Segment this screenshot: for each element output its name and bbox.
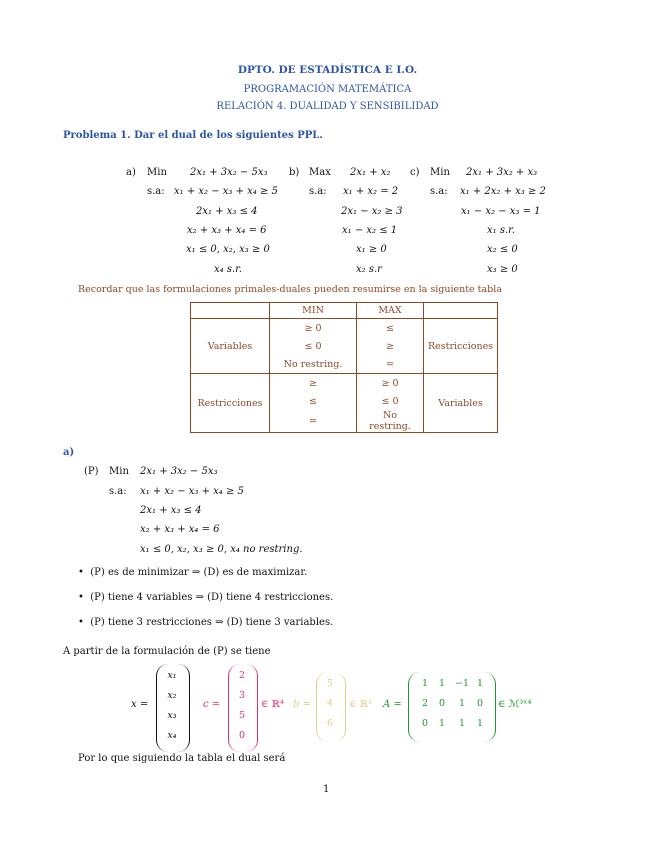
A-entry: 0 — [421, 718, 429, 729]
A-entry: 1 — [476, 678, 484, 689]
c-entry: 3 — [238, 690, 246, 701]
objective-keyword: Min — [109, 466, 129, 477]
c-entry: 2 — [238, 670, 246, 681]
constraint: x₁ + x₂ − x₃ + x₄ ≥ 5 — [174, 186, 278, 197]
subject-to: s.a: — [147, 186, 165, 197]
variables-right-label: Variables — [424, 374, 498, 433]
table-cell: ≤ — [270, 392, 357, 410]
c-set: ∈ ℝ⁴ — [261, 699, 284, 710]
A-entry: 1 — [421, 678, 429, 689]
objective: 2x₁ + 3x₂ − 5x₃ — [140, 466, 218, 477]
table-cell: = — [357, 355, 424, 374]
b-entry: 6 — [326, 718, 334, 729]
bullet-item — [78, 567, 307, 578]
dept-title: DPTO. DE ESTADÍSTICA E I.O. — [237, 64, 418, 76]
x-label: x = — [131, 699, 149, 710]
c-entry: 0 — [238, 730, 246, 741]
x-entry: x₄ — [167, 730, 177, 741]
restricciones-label: Restricciones — [191, 374, 270, 433]
A-entry: −1 — [454, 678, 469, 689]
solution-label: a) — [63, 447, 75, 458]
x-entry: x₂ — [167, 690, 177, 701]
A-entry: 1 — [438, 718, 446, 729]
relation-title: RELACIÓN 4. DUALIDAD Y SENSIBILIDAD — [216, 101, 439, 112]
table-cell: ≥ — [357, 337, 424, 355]
primal-tag: (P) — [84, 466, 99, 477]
b-entry: 4 — [326, 698, 334, 709]
constraint: x₁ ≤ 0, x₂, x₃ ≥ 0, x₄ no restring. — [140, 544, 303, 555]
bullet-icon: • — [78, 567, 84, 578]
table-cell: ≥ 0 — [357, 374, 424, 393]
bullet-icon: • — [78, 617, 84, 628]
subject-to: s.a: — [109, 486, 127, 497]
constraint: 2x₁ + x₃ ≤ 4 — [196, 206, 258, 217]
primal-dual-table — [190, 302, 498, 433]
constraint: x₃ ≥ 0 — [487, 264, 518, 275]
label: a) — [126, 167, 136, 178]
table-cell: ≥ 0 — [270, 319, 357, 338]
b-entry: 5 — [326, 678, 334, 689]
constraint: x₁ ≥ 0 — [356, 244, 387, 255]
x-entry: x₃ — [167, 710, 177, 721]
constraint: x₂ s.r — [356, 264, 382, 275]
table-cell: = — [270, 410, 357, 433]
constraint: x₂ ≤ 0 — [487, 244, 518, 255]
objective: 2x₁ + x₂ — [350, 167, 391, 178]
table-corner-right — [424, 303, 498, 319]
objective-keyword: Min — [147, 167, 167, 178]
page-number: 1 — [323, 784, 330, 795]
constraint: x₁ + 2x₂ + x₃ ≥ 2 — [460, 186, 546, 197]
A-entry: 2 — [421, 698, 429, 709]
table-cell: ≤ — [357, 319, 424, 338]
A-set: ∈ ℳ³ˣ⁴ — [498, 699, 532, 710]
table-cell: No restring. — [270, 355, 357, 374]
A-label: A = — [383, 699, 402, 710]
table-cell: No restring. — [357, 410, 424, 433]
A-entry: 1 — [476, 718, 484, 729]
label: c) — [410, 167, 420, 178]
header-min: MIN — [270, 303, 357, 319]
c-entry: 5 — [238, 710, 246, 721]
variables-label: Variables — [191, 319, 270, 374]
x-entry: x₁ — [167, 670, 177, 681]
c-label: c = — [203, 699, 221, 710]
problem-title: Problema 1. Dar el dual de los siguientes PPL. — [63, 130, 323, 141]
header-max: MAX — [357, 303, 424, 319]
constraint: x₁ s.r. — [487, 225, 515, 236]
constraint: x₂ + x₃ + x₄ = 6 — [187, 225, 267, 236]
bullet-text: (P) es de minimizar ⇒ (D) es de maximizar. — [90, 567, 308, 578]
objective-keyword: Max — [309, 167, 331, 178]
table-cell: ≤ 0 — [270, 337, 357, 355]
objective: 2x₁ + 3x₂ + x₃ — [466, 167, 538, 178]
constraint: x₁ + x₂ − x₃ + x₄ ≥ 5 — [140, 486, 244, 497]
constraint: 2x₁ − x₂ ≥ 3 — [341, 206, 403, 217]
restricciones-right-label: Restricciones — [424, 319, 498, 374]
A-entry: 0 — [438, 698, 446, 709]
label: b) — [289, 167, 300, 178]
bullet-text: (P) tiene 3 restricciones ⇒ (D) tiene 3 variables. — [90, 617, 334, 628]
constraint: x₁ ≤ 0, x₂, x₃ ≥ 0 — [186, 244, 270, 255]
constraint: x₂ + x₃ + x₄ = 6 — [140, 524, 220, 535]
A-entry: 0 — [476, 698, 484, 709]
bullet-item — [78, 617, 333, 628]
reminder-text: Recordar que las formulaciones primales-duales pueden resumirse en la siguiente tabla — [78, 284, 502, 295]
A-entry: 1 — [458, 698, 466, 709]
bullet-item — [78, 592, 333, 603]
course-title: PROGRAMACIÓN MATEMÁTICA — [243, 84, 412, 95]
bullet-text: (P) tiene 4 variables ⇒ (D) tiene 4 restricciones. — [90, 592, 334, 603]
A-entry: 1 — [458, 718, 466, 729]
table-cell: ≤ 0 — [357, 392, 424, 410]
bullet-icon: • — [78, 592, 84, 603]
closing-text: Por lo que siguiendo la tabla el dual será — [78, 753, 286, 764]
b-set: ∈ ℝ³ — [349, 699, 372, 710]
table-corner — [191, 303, 270, 319]
constraint: x₁ + x₂ = 2 — [343, 186, 399, 197]
intro-text: A partir de la formulación de (P) se tiene — [63, 646, 271, 657]
subject-to: s.a: — [430, 186, 448, 197]
constraint: 2x₁ + x₃ ≤ 4 — [140, 505, 202, 516]
constraint: x₁ − x₂ − x₃ = 1 — [461, 206, 541, 217]
objective: 2x₁ + 3x₂ − 5x₃ — [190, 167, 268, 178]
b-label: b = — [293, 699, 311, 710]
objective-keyword: Min — [430, 167, 450, 178]
A-entry: 1 — [438, 678, 446, 689]
constraint: x₁ − x₂ ≤ 1 — [342, 225, 398, 236]
subject-to: s.a: — [309, 186, 327, 197]
constraint: x₄ s.r. — [214, 264, 242, 275]
table-cell: ≥ — [270, 374, 357, 393]
